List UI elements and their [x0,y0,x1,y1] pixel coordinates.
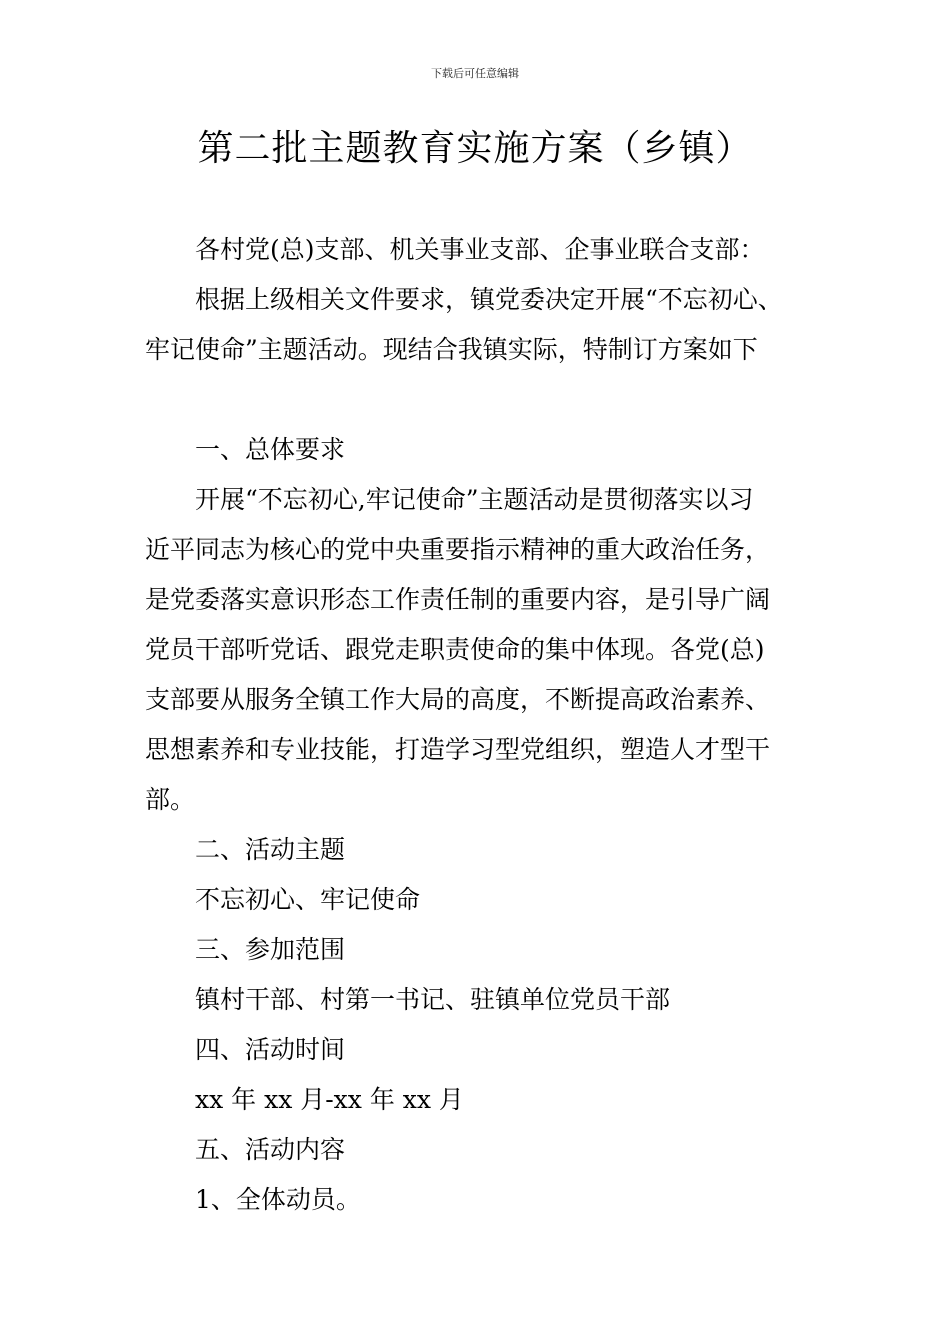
salutation: 各村党(总)支部、机关事业支部、企事业联合支部： [195,235,765,264]
section-1-line: 支部要从服务全镇工作大局的高度，不断提高政治素养、 [145,685,771,714]
section-4-heading: 四、活动时间 [195,1035,346,1064]
section-1-line: 开展“不忘初心,牢记使命”主题活动是贯彻落实以习 [195,485,754,514]
section-1-line: 党员干部听党话、跟党走职责使命的集中体现。各党(总) [145,635,765,664]
intro-line-1: 根据上级相关文件要求，镇党委决定开展“不忘初心、 [195,285,783,314]
section-1-line: 思想素养和专业技能，打造学习型党组织，塑造人才型干 [145,735,771,764]
section-1-line: 是党委落实意识形态工作责任制的重要内容，是引导广阔 [145,585,771,614]
section-1-heading: 一、总体要求 [195,435,346,464]
section-2-heading: 二、活动主题 [195,835,346,864]
header-note: 下载后可任意编辑 [431,67,519,80]
section-3-heading: 三、参加范围 [195,935,346,964]
paragraph-gap [145,375,825,425]
section-2-text: 不忘初心、牢记使命 [195,885,421,914]
section-5-heading: 五、活动内容 [195,1135,346,1164]
section-1-line: 部。 [145,785,196,814]
intro-line-2: 牢记使命”主题活动。现结合我镇实际，特制订方案如下 [145,335,758,364]
page-title: 第二批主题教育实施方案（乡镇） [197,128,753,169]
section-1-line: 近平同志为核心的党中央重要指示精神的重大政治任务， [145,535,771,564]
section-4-text: xx 年 xx 月-xx 年 xx 月 [195,1085,464,1114]
section-5-item-1: 1、全体动员。 [195,1185,361,1214]
document-body [145,225,825,1225]
section-3-text: 镇村干部、村第一书记、驻镇单位党员干部 [195,985,671,1014]
